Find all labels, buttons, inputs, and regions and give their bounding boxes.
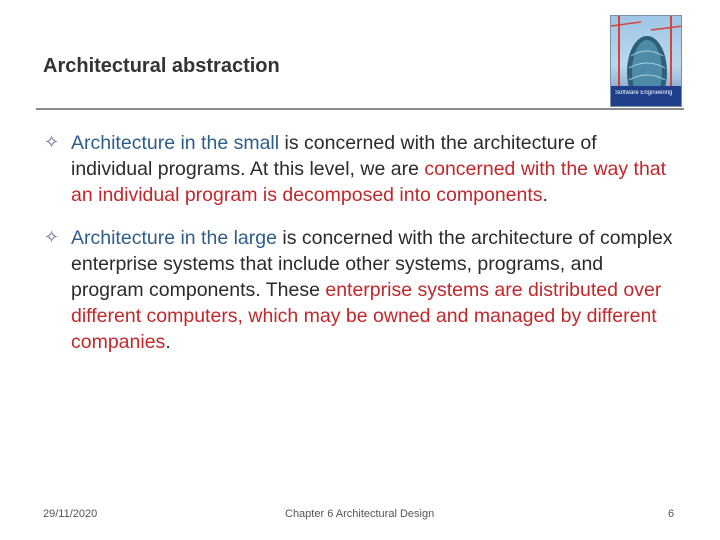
bullet-text-segment: Architecture in the small (71, 132, 280, 154)
bullet-item (44, 225, 674, 355)
bullet-text-segment: . (542, 184, 548, 206)
book-cover-image (610, 15, 682, 107)
bullet-marker-icon: ✧ (44, 227, 60, 248)
footer-chapter: Chapter 6 Architectural Design (285, 508, 435, 520)
slide-title: Architectural abstraction (43, 55, 280, 77)
title-divider (36, 108, 684, 110)
bullet-text-segment: enterprise systems are distributed over different computers, which may be owned and managed by different companies (71, 279, 662, 353)
bullet-text-segment: is concerned with the architecture of individual programs. At this level, we are (71, 132, 597, 180)
book-cover-title: Software Engineering (615, 90, 673, 96)
bullet-text-segment: concerned with the way that an individual program is decomposed into components (71, 158, 667, 206)
bullet-text-segment: . (165, 331, 171, 353)
bullet-text-segment: is concerned with the architecture of complex enterprise systems that include other systems, programs, and program components. These (71, 227, 673, 301)
footer-page-number: 6 (668, 508, 675, 520)
bullet-list (44, 130, 674, 372)
bullet-text-segment: Architecture in the large (71, 227, 277, 249)
bullet-marker-icon: ✧ (44, 132, 60, 153)
bullet-item (44, 130, 674, 208)
footer-date: 29/11/2020 (43, 508, 98, 520)
